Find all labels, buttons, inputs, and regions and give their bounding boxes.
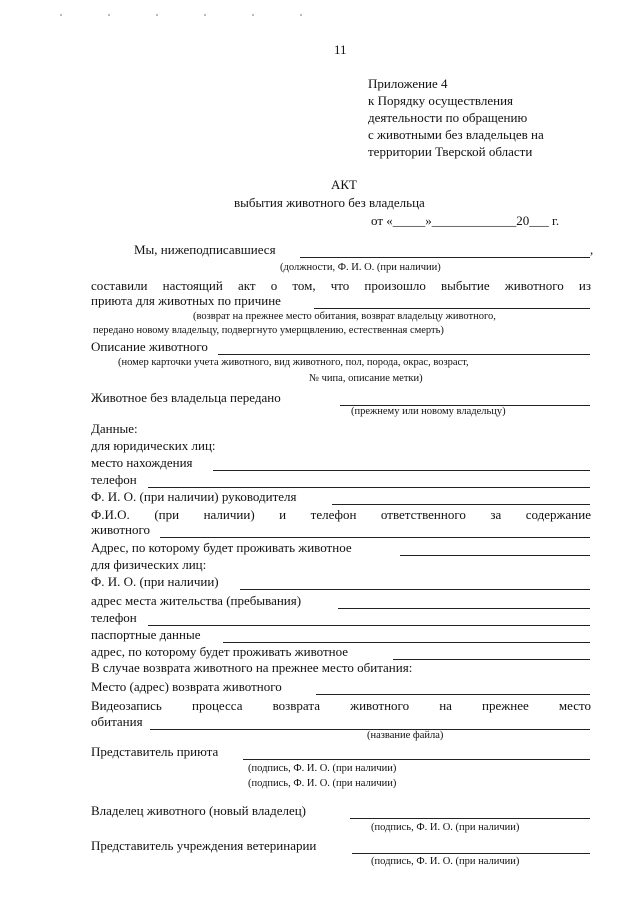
address-animal2-label: адрес, по которому будет проживать животное (91, 644, 349, 659)
individuals-label: для физических лиц: (91, 557, 207, 572)
residence-field[interactable] (338, 608, 590, 609)
hint-description-1: (номер карточки учета животного, вид животного, пол, порода, окрас, возраст, (118, 357, 469, 368)
appendix-line: деятельности по обращению (368, 110, 528, 125)
phone2-field[interactable] (148, 625, 590, 626)
owner-label: Владелец животного (новый владелец) (91, 803, 307, 818)
location-label: место нахождения (91, 455, 193, 470)
appendix-line: с животными без владельцев на (368, 127, 544, 142)
residence-label: адрес места жительства (пребывания) (91, 593, 302, 608)
description-field[interactable] (218, 354, 590, 355)
phone2-label: телефон (91, 610, 137, 625)
person-name-field[interactable] (240, 589, 590, 590)
transferred-label: Животное без владельца передано (91, 390, 281, 405)
address-animal2-field[interactable] (393, 659, 590, 660)
act-title: АКТ (331, 177, 357, 192)
intro-comma: , (590, 242, 594, 257)
hint-reason-2: передано новому владельцу, подвергнуто умерщвлению, естественная смерть) (93, 325, 444, 336)
hint-sign-3: (подпись, Ф. И. О. (при наличии) (371, 822, 520, 833)
return-case-label: В случае возврата животного на прежнее место обитания: (91, 660, 413, 675)
person-name-label: Ф. И. О. (при наличии) (91, 574, 219, 589)
reason-label: приюта для животных по причине (91, 293, 281, 308)
reason-field[interactable] (314, 308, 590, 309)
responsible-field[interactable] (160, 537, 590, 538)
owner-signature-field[interactable] (350, 818, 590, 819)
video-label-2: обитания (91, 714, 143, 729)
head-name-field[interactable] (332, 504, 590, 505)
address-animal-field[interactable] (400, 555, 590, 556)
hint-sign-2: (подпись, Ф. И. О. (при наличии) (248, 778, 397, 789)
scan-artifact (60, 3, 360, 5)
responsible-label-2: животного (91, 522, 150, 537)
act-subtitle: выбытия животного без владельца (234, 195, 425, 210)
shelter-rep-field[interactable] (243, 759, 590, 760)
appendix-line: к Порядку осуществления (368, 93, 514, 108)
page-number: 11 (334, 42, 347, 57)
positions-field[interactable] (300, 257, 590, 258)
appendix-line: территории Тверской области (368, 144, 533, 159)
drew-up-text: составили настоящий акт о том, что произошло выбытие животного из (91, 278, 591, 293)
hint-file: (название файла) (367, 730, 444, 741)
description-label: Описание животного (91, 339, 208, 354)
passport-label: паспортные данные (91, 627, 201, 642)
phone-label: телефон (91, 472, 137, 487)
hint-description-2: № чипа, описание метки) (309, 373, 423, 384)
shelter-rep-label: Представитель приюта (91, 744, 219, 759)
hint-sign-1: (подпись, Ф. И. О. (при наличии) (248, 763, 397, 774)
phone-field[interactable] (148, 487, 590, 488)
return-place-label: Место (адрес) возврата животного (91, 679, 282, 694)
intro-label: Мы, нижеподписавшиеся (134, 242, 276, 257)
address-animal-label: Адрес, по которому будет проживать животное (91, 540, 352, 555)
location-field[interactable] (213, 470, 590, 471)
video-label: Видеозапись процесса возврата животного на прежнее место (91, 698, 591, 713)
vet-rep-label: Представитель учреждения ветеринарии (91, 838, 317, 853)
date-line: от «_____»_____________20___ г. (371, 213, 560, 228)
responsible-label: Ф.И.О. (при наличии) и телефон ответственного за содержание (91, 507, 591, 522)
passport-field[interactable] (223, 642, 590, 643)
hint-positions: (должности, Ф. И. О. (при наличии) (280, 262, 441, 273)
data-label: Данные: (91, 421, 138, 436)
appendix-line: Приложение 4 (368, 76, 448, 91)
hint-transferred: (прежнему или новому владельцу) (351, 406, 506, 417)
vet-rep-signature-field[interactable] (352, 853, 590, 854)
hint-reason-1: (возврат на прежнее место обитания, возврат владельцу животного, (193, 311, 496, 322)
return-place-field[interactable] (316, 694, 590, 695)
legal-entities-label: для юридических лиц: (91, 438, 216, 453)
hint-sign-4: (подпись, Ф. И. О. (при наличии) (371, 856, 520, 867)
head-name-label: Ф. И. О. (при наличии) руководителя (91, 489, 297, 504)
